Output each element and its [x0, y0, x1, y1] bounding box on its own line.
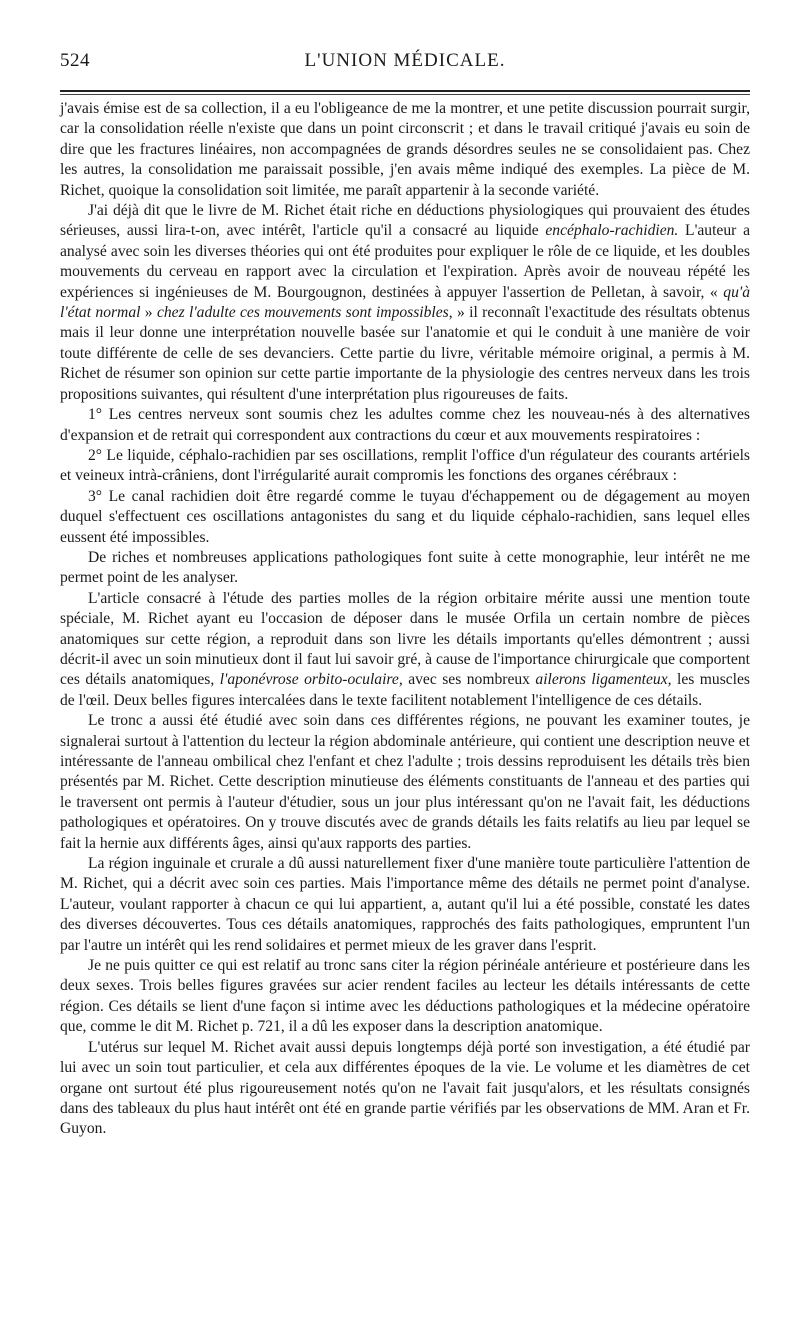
italic-text: chez l'adulte ces mouvements sont impossibles [156, 304, 449, 322]
text-run: La région inguinale et crurale a dû aussi naturellement fixer d'une manière toute particulière l'attention de M. Richet, qui a décrit avec soin ces parties. Mais l'importance même des détails ne permet point d'analyse. L'auteur, voulant rapporter à chacun ce qui lui appartient, a, autant qu'il lui a été possible, constaté les dates des diverses découvertes. Tous ces détails anatomiques, rapprochés des faits pathologiques, empruntent l'un par l'autre un intérêt qui les rend solidaires et permet mieux de les graver dans l'esprit. [60, 855, 750, 954]
text-run: Le tronc a aussi été étudié avec soin dans ces différentes régions, ne pouvant les examiner toutes, je signalerai surtout à l'attention du lecteur la région abdominale antérieure, qui contient une description neuve et intéressante de l'anneau ombilical chez l'enfant et chez l'adulte ; trois dessins reproduisent les détails très bien présentés par M. Richet. Cette description minutieuse des éléments constituants de l'anneau et des parties qui le traversent ont permis à l'auteur d'étudier, sous un jour plus intéressant qu'on ne l'avait fait, les déductions pathologiques et opératoires. On y trouve discutés avec de grands détails les faits relatifs au lieu par lequel se fait la hernie aux différents âges, ainsi qu'aux rapports des parties. [60, 712, 750, 852]
article-body [60, 99, 750, 1140]
paragraph [60, 487, 750, 548]
paragraph [60, 854, 750, 956]
text-run: » [140, 304, 157, 322]
text-run: les muscles de l'œil. Deux belles figures intercalées dans le texte facilitent notablement l'intelligence de ces détails. [60, 671, 751, 709]
paragraph [60, 589, 750, 711]
text-run: J'ai déjà dit que le livre de M. Richet était riche en déductions physiologiques qui prouvaient des études sérieuses, aussi lira-t-on, avec intérêt, l'article qu'il a consacré au liquide [60, 202, 750, 240]
text-run: L'article consacré à l'étude des parties molles de la région orbitaire mérite aussi une mention toute spéciale, M. Richet ayant eu l'occasion de déposer dans le musée Orfila un certain nombre de pièces anatomiques sur cette région, a reproduit dans son livre les détails importants qu'elles démontrent ; aussi décrit-il avec un soin minutieux dont il faut lui savoir gré, à cause de l'importance chirurgicale que comportent ces détails anatomiques, [60, 589, 750, 689]
paragraph [60, 99, 750, 201]
text-run: avec ses nombreux [402, 671, 536, 689]
text-run: 2° Le liquide, céphalo-rachidien par ses oscillations, remplit l'office d'un régulateur des courants artériels et veineux intrà-crâniens, dont l'irrégularité aurait compromis les fonctions des organes cérébraux : [60, 446, 750, 485]
paragraph [60, 201, 750, 405]
text-run: Je ne puis quitter ce qui est relatif au tronc sans citer la région périnéale antérieure et postérieure dans les deux sexes. Trois belles figures gravées sur acier rendent faciles au lecteur les détails intéressants de cette région. Ces détails se lient d'une façon si intime avec les déductions pathologiques et la médecine opératoire que, comme le dit M. Richet p. 721, il a dû les exposer dans la description anatomique. [60, 957, 750, 1036]
text-run: De riches et nombreuses applications pathologiques font suite à cette monographie, leur intérêt ne me permet point de les analyser. [60, 548, 750, 587]
text-run: L'auteur a analysé avec soin les diverses théories qui ont été produites pour expliquer le rôle de ce liquide, et les doubles mouvements du cerveau en rapport avec la circulation et l'expiration. Après avoir de nouveau répété les expériences si ingénieuses de M. Bourgougnon, destinées à appuyer l'assertion de Pelletan, à savoir, « [60, 222, 750, 301]
paragraph [60, 548, 750, 589]
text-run: L'utérus sur lequel M. Richet avait aussi depuis longtemps déjà porté son investigation, a été étudié par lui avec un soin tout particulier, et cela aux différentes époques de la vie. Le volume et les diamètres de cet organe ont surtout été plus rigoureusement notés qu'on ne l'avait fait jusqu'alors, et les résultats consignés dans des tableaux du plus haut intérêt ont été en grande partie vérifiés par les observations de MM. Aran et Fr. Guyon. [60, 1038, 750, 1138]
text-run: , » il reconnaît l'exactitude des résultats obtenus mais il leur donne une interprétation nouvelle basée sur l'anatomie et qui le conduit à une manière de voir toute différente de celle de ses devanciers. Cette partie du livre, véritable mémoire original, a permis à M. Richet de résumer son opinion sur cette partie importante de la physiologie des centres nerveux dans les trois propositions suivantes, qui résultent d'une interprétation plus rigoureuses de faits. [60, 304, 751, 403]
italic-text: qu'à l'état normal [60, 283, 750, 322]
paragraph [60, 405, 750, 446]
italic-text: encéphalo-rachidien. [545, 222, 679, 240]
text-run: j'avais émise est de sa collection, il a eu l'obligeance de me la montrer, et une petite discussion pourrait surgir, car la consolidation réelle n'existe que dans un point circonscrit ; et dans le travail critiqué j'avais eu soin de dire que les fractures linéaires, non accompagnées de grands désordres seules ne se consolidaient pas. Chez les autres, la consolidation me paraissait possible, j'en avais même indiqué des exemples. La pièce de M. Richet, quoique la consolidation soit limitée, me paraît appartenir à la seconde variété. [60, 100, 750, 199]
header-rule [60, 90, 750, 92]
paragraph [60, 956, 750, 1038]
italic-text: l'aponévrose orbito-oculaire, [219, 671, 403, 689]
italic-text: ailerons ligamenteux, [535, 671, 672, 689]
paragraph [60, 1038, 750, 1140]
text-run: 3° Le canal rachidien doit être regardé comme le tuyau d'échappement ou de dégagement au moyen duquel s'effectuent ces oscillations antagonistes du sang et du liquide céphalo-rachidien, sans lequel elles eussent été impossibles. [60, 487, 750, 546]
journal-title: L'UNION MÉDICALE. [304, 50, 506, 71]
paragraph [60, 446, 750, 487]
paragraph [60, 711, 750, 854]
header-rule-thin [60, 94, 750, 95]
running-head [60, 46, 750, 74]
text-run: 1° Les centres nerveux sont soumis chez les adultes comme chez les nouveau-nés à des alternatives d'expansion et de retrait qui correspondent aux contractions du cœur et aux mouvements respiratoires : [60, 406, 750, 444]
page-number: 524 [60, 50, 90, 71]
